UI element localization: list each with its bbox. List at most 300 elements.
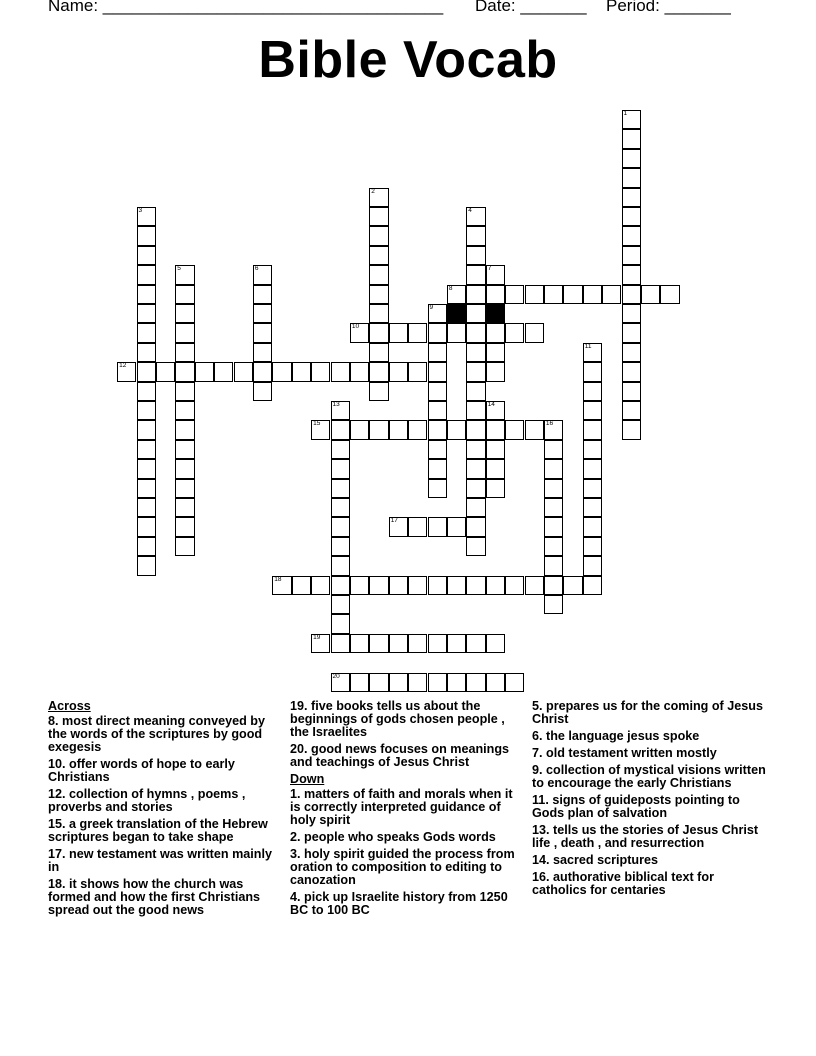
crossword-cell[interactable] [253, 323, 272, 342]
crossword-cell[interactable] [331, 556, 350, 575]
clue-number: 5. [532, 699, 543, 713]
crossword-cell[interactable] [466, 226, 485, 245]
crossword-cell[interactable] [311, 420, 330, 439]
crossword-cell[interactable] [369, 323, 388, 342]
crossword-cell[interactable] [350, 634, 369, 653]
clue-number-label: 2 [371, 187, 375, 195]
clue-text: signs of guideposts pointing to Gods plan of salvation [532, 793, 740, 820]
crossword-cell[interactable] [137, 459, 156, 478]
crossword-cell[interactable] [428, 440, 447, 459]
crossword-cell[interactable] [447, 285, 466, 304]
crossword-cell[interactable] [369, 634, 388, 653]
crossword-cell[interactable] [408, 673, 427, 692]
crossword-cell[interactable] [447, 673, 466, 692]
date-field-label[interactable]: Date: _______ [475, 0, 587, 15]
crossword-cell[interactable] [466, 401, 485, 420]
crossword-cell[interactable] [175, 479, 194, 498]
crossword-cell[interactable] [331, 576, 350, 595]
period-field-label[interactable]: Period: _______ [606, 0, 731, 15]
crossword-cell[interactable] [369, 420, 388, 439]
crossword-cell[interactable] [369, 285, 388, 304]
crossword-cell[interactable] [466, 517, 485, 536]
crossword-cell[interactable] [137, 420, 156, 439]
clue-text: people who speaks Gods words [304, 830, 496, 844]
clue-text: sacred scriptures [553, 853, 659, 867]
crossword-cell[interactable] [175, 498, 194, 517]
crossword-cell[interactable] [369, 576, 388, 595]
clue-text: offer words of hope to early Christians [48, 757, 235, 784]
clue-number-label: 17 [390, 517, 398, 525]
crossword-cell[interactable] [428, 362, 447, 381]
crossword-cell[interactable] [622, 246, 641, 265]
crossword-cell[interactable] [505, 673, 524, 692]
crossword-cell[interactable] [622, 401, 641, 420]
across-clue [48, 715, 280, 754]
crossword-cell[interactable] [447, 517, 466, 536]
crossword-cell[interactable] [583, 479, 602, 498]
crossword-cell[interactable] [331, 420, 350, 439]
crossword-cell[interactable] [466, 246, 485, 265]
crossword-cell[interactable] [466, 576, 485, 595]
clue-number-label: 12 [119, 362, 127, 370]
clue-number: 6. [532, 729, 543, 743]
crossword-cell[interactable] [175, 420, 194, 439]
crossword-cell[interactable] [428, 382, 447, 401]
crossword-cell[interactable] [447, 634, 466, 653]
crossword-cell[interactable] [622, 265, 641, 284]
crossword-cell[interactable] [622, 304, 641, 323]
crossword-cell[interactable] [428, 459, 447, 478]
crossword-cell[interactable] [175, 440, 194, 459]
clue-number: 12. [48, 787, 66, 801]
crossword-cell[interactable] [583, 556, 602, 575]
crossword-cell[interactable] [622, 168, 641, 187]
crossword-cell[interactable] [428, 576, 447, 595]
crossword-cell[interactable] [428, 634, 447, 653]
crossword-cell[interactable] [544, 285, 563, 304]
crossword-cell[interactable] [175, 517, 194, 536]
down-clue [532, 764, 768, 790]
crossword-cell[interactable] [622, 110, 641, 129]
clue-number-label: 14 [487, 401, 495, 408]
crossword-cell[interactable] [486, 576, 505, 595]
crossword-cell[interactable] [583, 440, 602, 459]
across-clue [48, 878, 280, 917]
crossword-cell[interactable] [641, 285, 660, 304]
clue-number-label: 9 [429, 304, 434, 311]
crossword-cell[interactable] [272, 576, 291, 595]
clue-number: 7. [532, 746, 543, 760]
crossword-cell[interactable] [137, 517, 156, 536]
crossword-cell[interactable] [272, 362, 291, 381]
crossword-cell[interactable] [408, 362, 427, 381]
clue-text: tells us the stories of Jesus Christ life , death , and resurrection [532, 823, 759, 850]
crossword-cell[interactable] [214, 362, 233, 381]
crossword-cell[interactable] [350, 362, 369, 381]
crossword-cell[interactable] [622, 323, 641, 342]
crossword-cell[interactable] [466, 634, 485, 653]
clue-text: five books tells us about the beginnings of gods chosen people , the Israelites [290, 699, 505, 739]
crossword-cell[interactable] [486, 362, 505, 381]
clue-text: collection of hymns , poems , proverbs and stories [48, 787, 246, 814]
clue-number-label: 18 [274, 575, 282, 583]
clue-text: good news focuses on meanings and teachings of Jesus Christ [290, 742, 510, 769]
crossword-cell[interactable] [331, 498, 350, 517]
crossword-cell[interactable] [311, 362, 330, 381]
crossword-cell[interactable] [622, 129, 641, 148]
crossword-cell[interactable] [137, 285, 156, 304]
crossword-cell[interactable] [486, 634, 505, 653]
crossword-cell[interactable] [583, 343, 602, 362]
crossword-cell[interactable] [331, 673, 350, 692]
crossword-cell[interactable] [447, 576, 466, 595]
clue-column-1 [48, 700, 280, 921]
crossword-cell[interactable] [583, 498, 602, 517]
black-square [486, 304, 505, 323]
crossword-cell[interactable] [331, 517, 350, 536]
crossword-cell[interactable] [544, 440, 563, 459]
crossword-cell[interactable] [486, 343, 505, 362]
crossword-cell[interactable] [486, 323, 505, 342]
clue-number: 20. [290, 742, 308, 756]
crossword-cell[interactable] [137, 323, 156, 342]
crossword-cell[interactable] [486, 285, 505, 304]
crossword-cell[interactable] [369, 207, 388, 226]
crossword-cell[interactable] [137, 246, 156, 265]
crossword-cell[interactable] [583, 420, 602, 439]
crossword-cell[interactable] [544, 479, 563, 498]
crossword-cell[interactable] [583, 362, 602, 381]
down-clue [532, 871, 768, 897]
crossword-cell[interactable] [486, 479, 505, 498]
crossword-cell[interactable] [622, 382, 641, 401]
clue-column-3 [532, 700, 768, 901]
crossword-cell[interactable] [156, 362, 175, 381]
clue-text: it shows how the church was formed and how the first Christians spread out the good news [48, 877, 261, 917]
crossword-cell[interactable] [466, 420, 485, 439]
crossword-cell[interactable] [583, 401, 602, 420]
clue-text: matters of faith and morals when it is correctly interpreted guidance of holy spirit [290, 787, 513, 827]
crossword-cell[interactable] [137, 207, 156, 226]
clue-number-label: 15 [313, 420, 321, 428]
crossword-cell[interactable] [137, 265, 156, 284]
clue-text: pick up Israelite history from 1250 BC to 100 BC [290, 890, 508, 917]
crossword-cell[interactable] [428, 420, 447, 439]
clue-number-label: 6 [254, 265, 259, 273]
crossword-cell[interactable] [525, 420, 544, 439]
crossword-cell[interactable] [447, 323, 466, 342]
crossword-cell[interactable] [331, 440, 350, 459]
crossword-cell[interactable] [428, 479, 447, 498]
crossword-cell[interactable] [428, 517, 447, 536]
clue-number-label: 7 [487, 265, 492, 273]
clue-number: 4. [290, 890, 301, 904]
crossword-cell[interactable] [369, 226, 388, 245]
across-clue [48, 758, 280, 784]
clue-text: a greek translation of the Hebrew scriptures began to take shape [48, 817, 268, 844]
crossword-cell[interactable] [389, 362, 408, 381]
crossword-cell[interactable] [408, 323, 427, 342]
crossword-cell[interactable] [428, 323, 447, 342]
crossword-cell[interactable] [137, 537, 156, 556]
clue-column-2 [290, 700, 522, 921]
crossword-cell[interactable] [486, 440, 505, 459]
crossword-cell[interactable] [563, 285, 582, 304]
crossword-cell[interactable] [389, 673, 408, 692]
crossword-cell[interactable] [253, 362, 272, 381]
clue-text: prepares us for the coming of Jesus Christ [532, 699, 763, 726]
crossword-cell[interactable] [466, 479, 485, 498]
across-heading: Across [48, 699, 91, 713]
crossword-cell[interactable] [311, 634, 330, 653]
crossword-cell[interactable] [137, 343, 156, 362]
down-clue [290, 891, 522, 917]
clue-number: 3. [290, 847, 301, 861]
crossword-cell[interactable] [583, 517, 602, 536]
crossword-cell[interactable] [583, 382, 602, 401]
clue-text: authorative biblical text for catholics for centaries [532, 870, 714, 897]
crossword-cell[interactable] [331, 614, 350, 633]
crossword-cell[interactable] [331, 459, 350, 478]
crossword-cell[interactable] [408, 517, 427, 536]
name-field-label[interactable]: Name: ____________________________________ [48, 0, 444, 15]
down-clue [532, 730, 768, 743]
crossword-cell[interactable] [466, 343, 485, 362]
crossword-cell[interactable] [331, 362, 350, 381]
crossword-cell[interactable] [389, 517, 408, 536]
crossword-cell[interactable] [195, 362, 214, 381]
clue-number-label: 11 [584, 342, 592, 350]
crossword-cell[interactable] [253, 382, 272, 401]
crossword-cell[interactable] [622, 207, 641, 226]
crossword-cell[interactable] [486, 459, 505, 478]
crossword-cell[interactable] [369, 246, 388, 265]
crossword-cell[interactable] [117, 362, 136, 381]
crossword-cell[interactable] [175, 323, 194, 342]
crossword-cell[interactable] [428, 304, 447, 323]
clue-number-label: 8 [448, 284, 453, 292]
crossword-cell[interactable] [369, 362, 388, 381]
crossword-cell[interactable] [389, 576, 408, 595]
crossword-cell[interactable] [544, 556, 563, 575]
page-title: Bible Vocab [258, 31, 558, 89]
crossword-cell[interactable] [331, 595, 350, 614]
clue-number-label: 4 [468, 207, 472, 214]
crossword-cell[interactable] [525, 323, 544, 342]
crossword-cell[interactable] [137, 401, 156, 420]
down-clue [532, 824, 768, 850]
crossword-cell[interactable] [466, 304, 485, 323]
crossword-cell[interactable] [505, 285, 524, 304]
crossword-cell[interactable] [389, 323, 408, 342]
clue-number: 14. [532, 853, 550, 867]
crossword-cell[interactable] [331, 537, 350, 556]
crossword-cell[interactable] [137, 498, 156, 517]
clue-number: 1. [290, 787, 301, 801]
crossword-cell[interactable] [466, 207, 485, 226]
clue-number: 15. [48, 817, 66, 831]
crossword-cell[interactable] [253, 304, 272, 323]
crossword-cell[interactable] [175, 459, 194, 478]
crossword-cell[interactable] [622, 343, 641, 362]
crossword-cell[interactable] [466, 285, 485, 304]
clue-number: 2. [290, 830, 301, 844]
across-clue [48, 788, 280, 814]
crossword-cell[interactable] [408, 634, 427, 653]
crossword-cell[interactable] [622, 226, 641, 245]
clue-number: 13. [532, 823, 550, 837]
clue-number-label: 10 [351, 323, 360, 331]
clue-number-label: 19 [313, 633, 321, 641]
down-clue [532, 747, 768, 760]
crossword-cell[interactable] [389, 634, 408, 653]
down-clue [532, 700, 768, 726]
crossword-cell[interactable] [466, 459, 485, 478]
crossword-cell[interactable] [622, 188, 641, 207]
crossword-cell[interactable] [622, 149, 641, 168]
crossword-cell[interactable] [137, 304, 156, 323]
crossword-cell[interactable] [583, 576, 602, 595]
crossword-cell[interactable] [253, 265, 272, 284]
crossword-cell[interactable] [622, 285, 641, 304]
clue-number: 8. [48, 714, 59, 728]
crossword-cell[interactable] [466, 362, 485, 381]
crossword-cell[interactable] [175, 362, 194, 381]
clue-number: 11. [532, 793, 549, 807]
crossword-cell[interactable] [544, 537, 563, 556]
crossword-cell[interactable] [583, 459, 602, 478]
crossword-cell[interactable] [505, 420, 524, 439]
crossword-cell[interactable] [544, 595, 563, 614]
crossword-cell[interactable] [602, 285, 621, 304]
crossword-cell[interactable] [389, 420, 408, 439]
crossword-cell[interactable] [369, 673, 388, 692]
crossword-cell[interactable] [447, 420, 466, 439]
down-clue [290, 848, 522, 887]
crossword-cell[interactable] [466, 440, 485, 459]
clue-number-label: 16 [545, 420, 554, 428]
clue-text: holy spirit guided the process from oration to composition to editing to canozation [290, 847, 515, 887]
clue-number: 17. [48, 847, 66, 861]
crossword-cell[interactable] [175, 382, 194, 401]
clue-text: the language jesus spoke [546, 729, 700, 743]
crossword-cell[interactable] [331, 479, 350, 498]
crossword-cell[interactable] [137, 479, 156, 498]
down-clue [532, 794, 768, 820]
crossword-cell[interactable] [253, 285, 272, 304]
crossword-cell[interactable] [622, 362, 641, 381]
down-heading: Down [290, 772, 325, 786]
crossword-cell[interactable] [137, 556, 156, 575]
crossword-cell[interactable] [583, 285, 602, 304]
crossword-cell[interactable] [544, 576, 563, 595]
black-square [447, 304, 466, 323]
clue-number-label: 13 [332, 401, 340, 408]
clue-number-label: 5 [177, 265, 181, 273]
clue-number: 19. [290, 699, 308, 713]
crossword-cell[interactable] [563, 576, 582, 595]
crossword-cell[interactable] [525, 285, 544, 304]
crossword-cell[interactable] [486, 265, 505, 284]
crossword-cell[interactable] [544, 459, 563, 478]
crossword-cell[interactable] [253, 343, 272, 362]
crossword-cell[interactable] [369, 304, 388, 323]
crossword-cell[interactable] [466, 673, 485, 692]
crossword-cell[interactable] [486, 420, 505, 439]
crossword-cell[interactable] [505, 576, 524, 595]
down-clue [290, 831, 522, 844]
crossword-cell[interactable] [137, 440, 156, 459]
crossword-cell[interactable] [583, 537, 602, 556]
crossword-cell[interactable] [175, 537, 194, 556]
crossword-cell[interactable] [544, 517, 563, 536]
crossword-cell[interactable] [331, 401, 350, 420]
clue-number: 16. [532, 870, 550, 884]
crossword-cell[interactable] [369, 265, 388, 284]
crossword-cell[interactable] [408, 576, 427, 595]
crossword-cell[interactable] [428, 673, 447, 692]
crossword-cell[interactable] [369, 343, 388, 362]
crossword-cell[interactable] [292, 576, 311, 595]
crossword-cell[interactable] [175, 304, 194, 323]
crossword-cell[interactable] [544, 498, 563, 517]
crossword-cell[interactable] [175, 343, 194, 362]
crossword-cell[interactable] [350, 673, 369, 692]
across-clue [290, 700, 522, 739]
crossword-cell[interactable] [544, 420, 563, 439]
crossword-cell[interactable] [466, 537, 485, 556]
crossword-cell[interactable] [350, 420, 369, 439]
crossword-cell[interactable] [137, 362, 156, 381]
crossword-cell[interactable] [234, 362, 253, 381]
clue-text: most direct meaning conveyed by the words of the scriptures by good exegesis [48, 714, 265, 754]
crossword-cell[interactable] [311, 576, 330, 595]
clue-text: new testament was written mainly in [48, 847, 272, 874]
crossword-cell[interactable] [175, 265, 194, 284]
crossword-cell[interactable] [466, 382, 485, 401]
crossword-cell[interactable] [175, 401, 194, 420]
crossword-cell[interactable] [466, 323, 485, 342]
crossword-cell[interactable] [331, 634, 350, 653]
clue-text: collection of mystical visions written to encourage the early Christians [532, 763, 766, 790]
crossword-cell[interactable] [175, 285, 194, 304]
crossword-cell[interactable] [428, 343, 447, 362]
crossword-cell[interactable] [622, 420, 641, 439]
crossword-cell[interactable] [137, 382, 156, 401]
crossword-cell[interactable] [525, 576, 544, 595]
crossword-cell[interactable] [369, 188, 388, 207]
crossword-cell[interactable] [486, 401, 505, 420]
across-clue [290, 743, 522, 769]
crossword-cell[interactable] [350, 323, 369, 342]
crossword-cell[interactable] [486, 673, 505, 692]
clue-number-label: 3 [138, 207, 143, 214]
crossword-cell[interactable] [137, 226, 156, 245]
crossword-cell[interactable] [292, 362, 311, 381]
crossword-cell[interactable] [505, 323, 524, 342]
crossword-cell[interactable] [369, 382, 388, 401]
crossword-cell[interactable] [466, 498, 485, 517]
crossword-cell[interactable] [466, 265, 485, 284]
crossword-cell[interactable] [350, 576, 369, 595]
across-clue [48, 818, 280, 844]
clue-number-label: 1 [623, 110, 628, 117]
across-clue [48, 848, 280, 874]
clue-number: 18. [48, 877, 66, 891]
crossword-cell[interactable] [660, 285, 679, 304]
crossword-cell[interactable] [428, 401, 447, 420]
crossword-cell[interactable] [408, 420, 427, 439]
